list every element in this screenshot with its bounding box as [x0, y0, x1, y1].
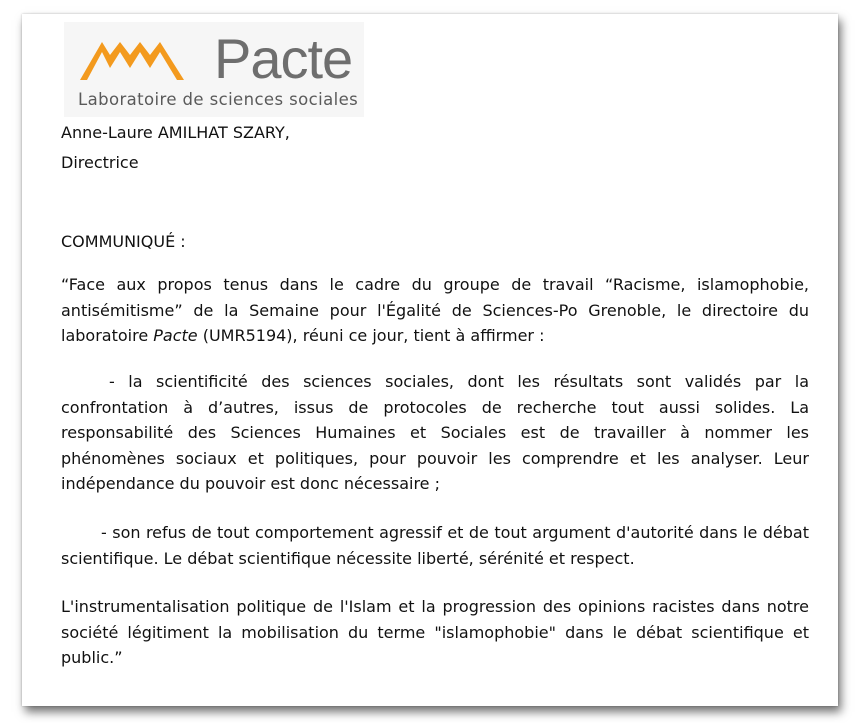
logo-wordmark: Pacte	[214, 27, 353, 90]
communique-heading: COMMUNIQUÉ :	[61, 232, 186, 251]
document-page	[22, 14, 838, 706]
lab-name-italic: Pacte	[153, 326, 198, 345]
author-role: Directrice	[61, 153, 139, 172]
point-two-paragraph: - son refus de tout comportement agressif et de tout argument d'autorité dans le débat scientifique. Le débat scientifique nécessite liberté, sérénité et respect.	[61, 523, 809, 568]
intro-text-end: (UMR5194), réuni ce jour, tient à affirmer :	[197, 326, 545, 345]
intro-text-start: “Face aux propos tenus dans le cadre du groupe de travail “Racisme, islamophobie, antisémitisme” de la Semaine pour l'Égalité de Sciences-Po Grenoble, le directoire du laboratoire	[61, 275, 809, 345]
conclusion-paragraph: L'instrumentalisation politique de l'Islam et la progression des opinions racistes dans notre société légitiment la mobilisation du terme "islamophobie" dans le débat scientifique et public.”	[61, 597, 809, 667]
pacte-logo	[64, 22, 364, 117]
mountain-peaks-icon	[80, 38, 212, 89]
logo-subtitle: Laboratoire de sciences sociales	[78, 90, 359, 109]
author-name: Anne-Laure AMILHAT SZARY,	[61, 123, 290, 142]
intro-paragraph	[61, 272, 809, 349]
point-one-paragraph: - la scientificité des sciences sociales, dont les résultats sont validés par la confrontation à d’autres, issus de protocoles de recherche tout aussi solides. La responsabilité des Sciences Humaines et Sociales est de travailler à nommer les phénomènes sociaux et politiques, pour pouvoir les comprendre et les analyser. Leur indépendance du pouvoir est donc nécessaire ;	[61, 372, 809, 493]
author-block	[61, 118, 290, 178]
